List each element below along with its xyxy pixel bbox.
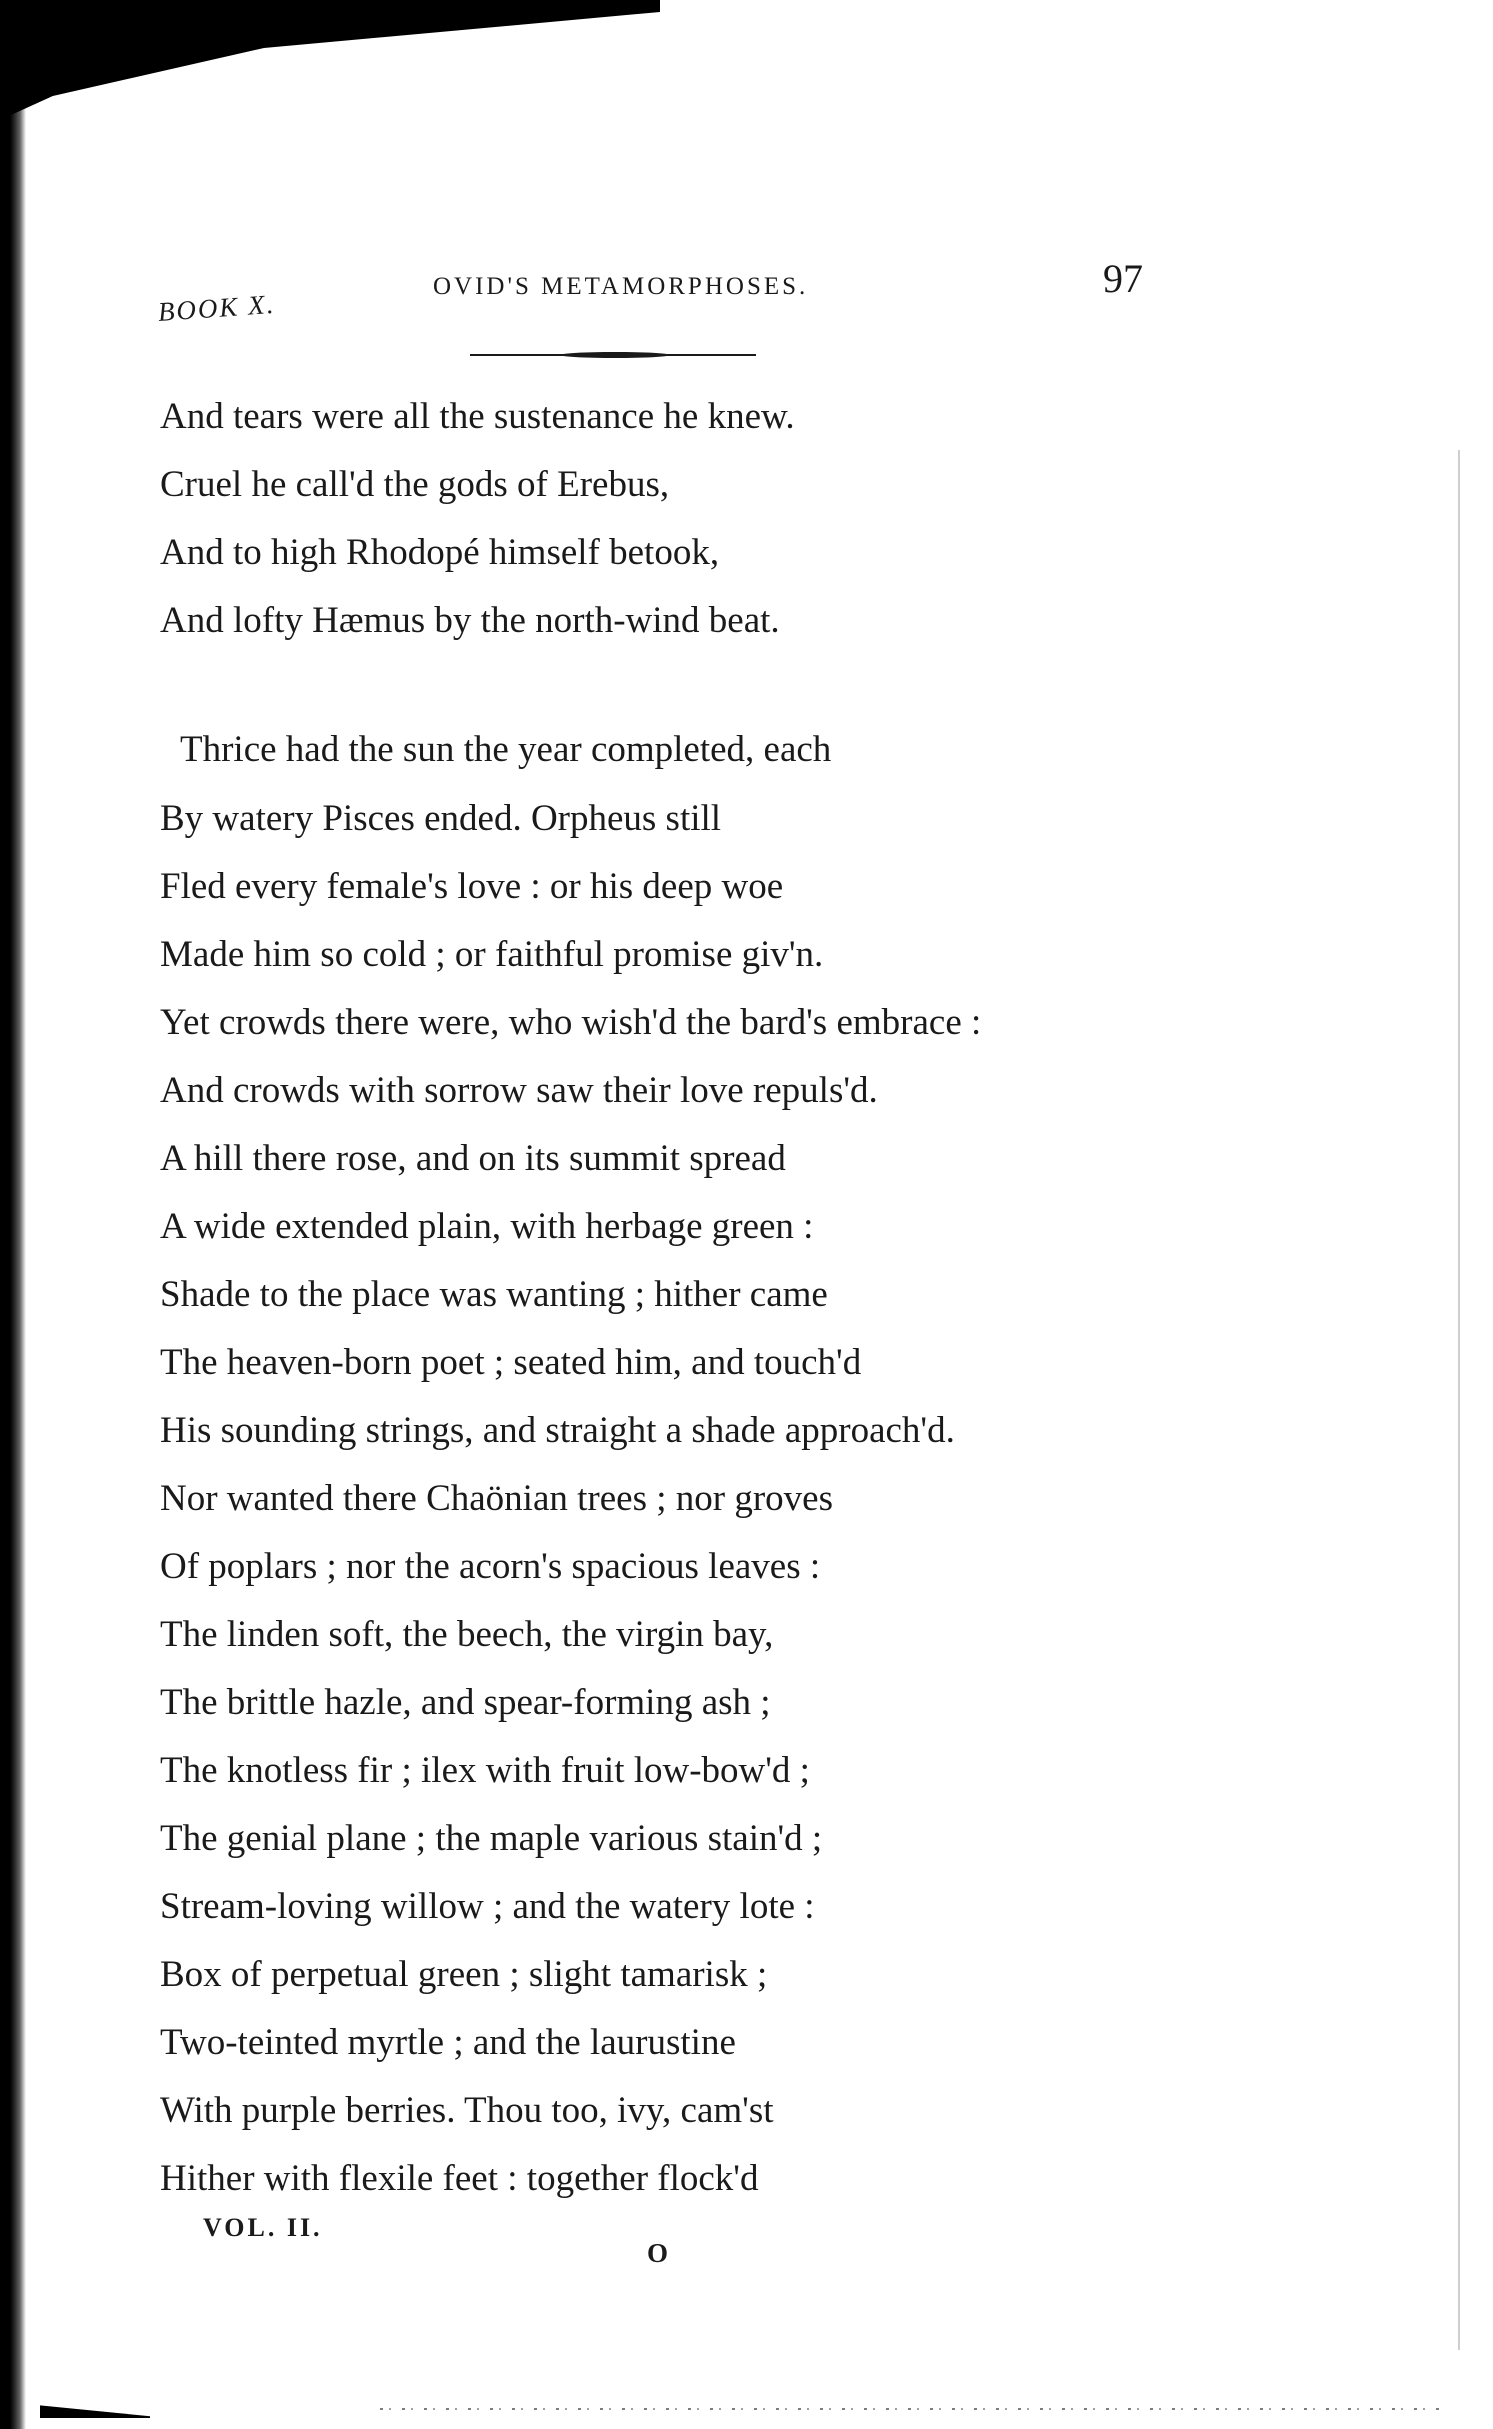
verse-line: Box of perpetual green ; slight tamarisk ; bbox=[160, 1954, 768, 1995]
verse-line: Thrice had the sun the year completed, each bbox=[180, 729, 832, 770]
running-header bbox=[158, 255, 1158, 345]
signature-mark: O bbox=[647, 2238, 669, 2268]
verse-line: The genial plane ; the maple various stain'd ; bbox=[160, 1818, 823, 1859]
verse-line: And to high Rhodopé himself betook, bbox=[160, 532, 720, 573]
verse-line: Stream-loving willow ; and the watery lote : bbox=[160, 1886, 815, 1927]
verse-line: By watery Pisces ended. Orpheus still bbox=[160, 798, 722, 839]
page-number: 97 bbox=[1103, 256, 1143, 301]
page-right-edge bbox=[1458, 450, 1460, 2350]
verse-line: Made him so cold ; or faithful promise giv'n. bbox=[160, 934, 824, 975]
page-bottom-shadow bbox=[40, 2400, 150, 2418]
page-binding-edge bbox=[0, 0, 26, 2429]
verse-line: Shade to the place was wanting ; hither came bbox=[160, 1274, 828, 1315]
verse-line: Hither with flexile feet : together flock'd bbox=[160, 2158, 759, 2199]
verse-line: And lofty Hæmus by the north-wind beat. bbox=[160, 600, 780, 641]
header-rule bbox=[470, 352, 756, 358]
volume-label: VOL. II. bbox=[203, 2213, 323, 2242]
verse-line: The brittle hazle, and spear-forming ash ; bbox=[160, 1682, 771, 1723]
verse-line: Fled every female's love : or his deep woe bbox=[160, 866, 784, 907]
verse-line: Nor wanted there Chaönian trees ; nor groves bbox=[160, 1478, 833, 1519]
verse-line: His sounding strings, and straight a shade approach'd. bbox=[160, 1410, 955, 1451]
running-title: OVID'S METAMORPHOSES. bbox=[433, 273, 809, 300]
verse-line: And crowds with sorrow saw their love repuls'd. bbox=[160, 1070, 878, 1111]
verse-line: A wide extended plain, with herbage green : bbox=[160, 1206, 814, 1247]
verse-line: The heaven-born poet ; seated him, and touch'd bbox=[160, 1342, 862, 1383]
verse-line: With purple berries. Thou too, ivy, cam'st bbox=[160, 2090, 774, 2131]
verse-line: The linden soft, the beech, the virgin bay, bbox=[160, 1614, 774, 1655]
verse-line: And tears were all the sustenance he knew. bbox=[160, 396, 795, 437]
page-corner-shadow bbox=[0, 0, 660, 120]
verse-line: Of poplars ; nor the acorn's spacious leaves : bbox=[160, 1546, 821, 1587]
verse-line: The knotless fir ; ilex with fruit low-bow'd ; bbox=[160, 1750, 810, 1791]
verse-line: Yet crowds there were, who wish'd the bard's embrace : bbox=[160, 1002, 982, 1043]
verse-line: Cruel he call'd the gods of Erebus, bbox=[160, 464, 670, 505]
verse-line: Two-teinted myrtle ; and the laurustine bbox=[160, 2022, 736, 2063]
page-bottom-speckle bbox=[380, 2408, 1440, 2410]
book-label: BOOK X. bbox=[156, 288, 277, 327]
verse-line: A hill there rose, and on its summit spread bbox=[160, 1138, 786, 1179]
